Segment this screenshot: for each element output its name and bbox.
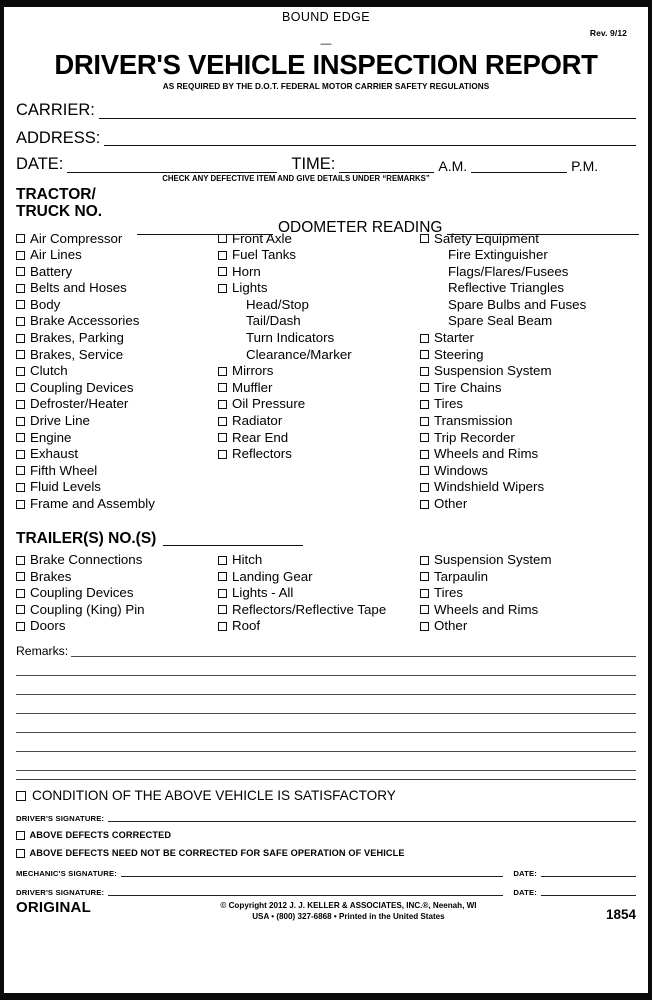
checkbox-icon[interactable] bbox=[16, 400, 25, 409]
checkbox-icon[interactable] bbox=[16, 572, 25, 581]
carrier-input[interactable] bbox=[99, 104, 636, 119]
checklist-item[interactable] bbox=[420, 446, 636, 463]
checklist-item[interactable] bbox=[218, 264, 420, 281]
mechanic-date-label: DATE: bbox=[513, 868, 537, 878]
form-sheet bbox=[4, 7, 648, 993]
checklist-item-label: Radiator bbox=[232, 413, 283, 429]
checklist-item[interactable] bbox=[218, 380, 420, 397]
checklist-item-label: Transmission bbox=[434, 413, 513, 429]
checklist-item-label: Horn bbox=[232, 263, 261, 279]
address-input[interactable] bbox=[104, 131, 636, 146]
driver-date-input[interactable] bbox=[541, 888, 636, 896]
bound-edge-label: BOUND EDGE bbox=[281, 10, 371, 24]
checklist-item[interactable] bbox=[16, 264, 218, 281]
checklist-item[interactable] bbox=[420, 463, 636, 480]
section-divider bbox=[16, 779, 636, 780]
checklist-subitem-label: Flags/Flares/Fusees bbox=[448, 263, 569, 279]
checklist-item-label: Oil Pressure bbox=[232, 396, 306, 412]
tractor-label-line1: TRACTOR/ bbox=[16, 185, 96, 203]
carrier-label: CARRIER: bbox=[16, 101, 95, 119]
date-label: DATE: bbox=[16, 155, 64, 173]
odometer-reading-input[interactable] bbox=[447, 223, 639, 235]
checkbox-icon[interactable] bbox=[420, 466, 429, 475]
time-label: TIME: bbox=[291, 155, 336, 173]
checklist-item-label: Engine bbox=[30, 429, 72, 445]
page-subtitle: AS REQUIRED BY THE D.O.T. FEDERAL MOTOR CARRIER SAFETY REGULATIONS bbox=[162, 82, 490, 91]
remarks-input-line-4[interactable] bbox=[16, 695, 636, 714]
checkbox-icon[interactable] bbox=[218, 267, 227, 276]
remarks-input-line-3[interactable] bbox=[16, 676, 636, 695]
defects-corrected-row[interactable] bbox=[13, 830, 639, 840]
checklist-item-label: Roof bbox=[232, 618, 261, 634]
checkbox-icon[interactable] bbox=[218, 605, 227, 614]
checklist-item[interactable] bbox=[16, 569, 218, 586]
checkbox-icon[interactable] bbox=[16, 556, 25, 565]
checklist-item[interactable] bbox=[218, 413, 420, 430]
checkbox-icon[interactable] bbox=[420, 589, 429, 598]
checkbox-icon[interactable] bbox=[16, 251, 25, 260]
checklist-item-label: Suspension System bbox=[434, 552, 552, 568]
checklist-item[interactable] bbox=[218, 552, 420, 569]
address-label: ADDRESS: bbox=[16, 128, 101, 147]
checklist-item[interactable] bbox=[420, 569, 636, 586]
checkbox-icon[interactable] bbox=[16, 317, 25, 326]
checklist-item-label: Exhaust bbox=[30, 446, 79, 462]
checkbox-icon[interactable] bbox=[420, 450, 429, 459]
checkbox-icon[interactable] bbox=[16, 367, 25, 376]
checklist-item-label: Belts and Hoses bbox=[30, 280, 127, 296]
defective-item-note: CHECK ANY DEFECTIVE ITEM AND GIVE DETAILS UNDER “REMARKS” bbox=[162, 173, 430, 183]
checklist-item-label: Tires bbox=[434, 396, 464, 412]
checkbox-icon[interactable] bbox=[420, 367, 429, 376]
driver-date-label: DATE: bbox=[513, 887, 537, 897]
checklist-item-label: Other bbox=[434, 618, 468, 634]
copyright-line-2: USA • (800) 327-6868 • Printed in the United States bbox=[252, 912, 445, 922]
checklist-subitem-label: Spare Bulbs and Fuses bbox=[448, 296, 587, 312]
checklist-item[interactable] bbox=[16, 446, 218, 463]
checkbox-icon[interactable] bbox=[16, 334, 25, 343]
checklist-item-label: Tires bbox=[434, 585, 464, 601]
checklist-subitem-label: Turn Indicators bbox=[246, 330, 335, 346]
truck-number-input[interactable] bbox=[137, 223, 273, 235]
checkbox-icon[interactable] bbox=[16, 267, 25, 276]
trailer-column-3 bbox=[420, 552, 636, 635]
checklist-item[interactable] bbox=[420, 330, 636, 347]
odometer-reading-label: ODOMETER READING bbox=[278, 218, 443, 236]
checklist-item[interactable] bbox=[16, 413, 218, 430]
checkbox-icon[interactable] bbox=[218, 556, 227, 565]
trailer-numbers-label: TRAILER(S) NO.(S) bbox=[16, 529, 157, 547]
checkbox-icon[interactable] bbox=[218, 589, 227, 598]
checkbox-icon[interactable] bbox=[420, 500, 429, 509]
checkbox-icon[interactable] bbox=[420, 334, 429, 343]
condition-satisfactory-row[interactable] bbox=[13, 788, 639, 803]
checkbox-icon[interactable] bbox=[16, 383, 25, 392]
tractor-column-2 bbox=[218, 231, 420, 513]
time-am-input[interactable] bbox=[339, 158, 434, 173]
checklist-item[interactable] bbox=[16, 380, 218, 397]
checklist-item-label: Drive Line bbox=[30, 413, 90, 429]
checklist-item-label: Coupling Devices bbox=[30, 585, 134, 601]
checklist-subitem-label: Head/Stop bbox=[246, 296, 309, 312]
checklist-item[interactable] bbox=[218, 363, 420, 380]
copyright-line-1: © Copyright 2012 J. J. KELLER & ASSOCIATES, INC.®, Neenah, WI bbox=[220, 901, 477, 911]
checklist-item-label: Muffler bbox=[232, 379, 273, 395]
top-strip bbox=[13, 7, 639, 50]
checkbox-icon[interactable] bbox=[16, 622, 25, 631]
checklist-subitem-label: Spare Seal Beam bbox=[448, 313, 553, 329]
trailer-header bbox=[13, 531, 639, 547]
checklist-item[interactable] bbox=[16, 602, 218, 619]
mechanic-signature-row bbox=[13, 869, 639, 877]
checklist-item-label: Clutch bbox=[30, 363, 68, 379]
checklist-item-label: Brake Accessories bbox=[30, 313, 140, 329]
checklist-item[interactable] bbox=[420, 585, 636, 602]
title-block bbox=[13, 49, 639, 91]
trailer-column-1 bbox=[16, 552, 218, 635]
checkbox-icon[interactable] bbox=[16, 300, 25, 309]
checklist-item[interactable] bbox=[16, 585, 218, 602]
checkbox-icon[interactable] bbox=[16, 433, 25, 442]
driver-signature-input[interactable] bbox=[108, 814, 636, 822]
condition-satisfactory-label: CONDITION OF THE ABOVE VEHICLE IS SATISFACTORY bbox=[32, 788, 396, 804]
checklist-item-label: Fluid Levels bbox=[30, 479, 101, 495]
page-title: DRIVER'S VEHICLE INSPECTION REPORT bbox=[54, 49, 598, 80]
checkbox-icon[interactable] bbox=[218, 284, 227, 293]
remarks-input-line-1[interactable] bbox=[71, 646, 636, 657]
mechanic-signature-input[interactable] bbox=[121, 869, 503, 877]
checklist-item[interactable] bbox=[420, 552, 636, 569]
remarks-input-line-5[interactable] bbox=[16, 714, 636, 733]
mechanic-date-input[interactable] bbox=[541, 869, 636, 877]
date-input[interactable] bbox=[67, 158, 277, 173]
checkbox-icon[interactable] bbox=[16, 831, 25, 840]
checklist-item-label: Fifth Wheel bbox=[30, 462, 98, 478]
checkbox-icon[interactable] bbox=[218, 400, 227, 409]
checklist-item[interactable] bbox=[420, 430, 636, 447]
date-time-row bbox=[13, 156, 639, 183]
checklist-item-label: Wheels and Rims bbox=[434, 446, 539, 462]
checklist-item[interactable] bbox=[420, 413, 636, 430]
checklist-item[interactable] bbox=[16, 552, 218, 569]
checkbox-icon[interactable] bbox=[16, 234, 25, 243]
checkbox-icon[interactable] bbox=[16, 417, 25, 426]
pm-label: P.M. bbox=[571, 157, 599, 174]
checkbox-icon[interactable] bbox=[420, 622, 429, 631]
checkbox-icon[interactable] bbox=[16, 450, 25, 459]
checklist-item-label: Brake Connections bbox=[30, 552, 143, 568]
checkbox-icon[interactable] bbox=[16, 500, 25, 509]
checklist-item-label: Front Axle bbox=[232, 230, 292, 246]
remarks-label: Remarks: bbox=[16, 644, 69, 659]
trailer-number-input[interactable] bbox=[163, 534, 303, 546]
checkbox-icon[interactable] bbox=[420, 556, 429, 565]
checklist-item-label: Doors bbox=[30, 618, 66, 634]
driver-signature-label: DRIVER'S SIGNATURE: bbox=[16, 813, 105, 823]
checklist-item-label: Defroster/Heater bbox=[30, 396, 129, 412]
checklist-item[interactable] bbox=[218, 602, 420, 619]
checkbox-icon[interactable] bbox=[218, 251, 227, 260]
checklist-item-label: Coupling (King) Pin bbox=[30, 601, 145, 617]
checkbox-icon[interactable] bbox=[16, 350, 25, 359]
checklist-item[interactable] bbox=[16, 247, 218, 264]
checklist-item-label: Rear End bbox=[232, 429, 289, 445]
checklist-item-label: Trip Recorder bbox=[434, 429, 515, 445]
checklist-item[interactable] bbox=[16, 496, 218, 513]
checklist-item-label: Brakes, Parking bbox=[30, 330, 124, 346]
defects-not-needed-label: ABOVE DEFECTS NEED NOT BE CORRECTED FOR SAFE OPERATION OF VEHICLE bbox=[29, 848, 405, 859]
checklist-item[interactable] bbox=[16, 330, 218, 347]
remarks-section bbox=[13, 645, 639, 771]
checklist-item-label: Other bbox=[434, 496, 468, 511]
checklist-item-label: Suspension System bbox=[434, 363, 552, 379]
checkbox-icon[interactable] bbox=[16, 284, 25, 293]
tractor-truck-no-label bbox=[16, 186, 102, 220]
checklist-item[interactable] bbox=[16, 479, 218, 496]
checkbox-icon[interactable] bbox=[420, 383, 429, 392]
checklist-item[interactable] bbox=[16, 618, 218, 635]
driver-signature-label-2: DRIVER'S SIGNATURE: bbox=[16, 887, 105, 897]
driver-signature-row-1 bbox=[13, 814, 639, 822]
checkbox-icon[interactable] bbox=[16, 605, 25, 614]
checklist-item[interactable] bbox=[420, 396, 636, 413]
checklist-item-label: Fuel Tanks bbox=[232, 247, 297, 263]
checklist-item[interactable] bbox=[218, 585, 420, 602]
checklist-item[interactable] bbox=[16, 297, 218, 314]
tractor-label-line2: TRUCK NO. bbox=[16, 202, 103, 220]
checklist-item-label: Tarpaulin bbox=[434, 568, 488, 584]
copy-type-label: ORIGINAL bbox=[16, 899, 91, 917]
checkbox-icon[interactable] bbox=[420, 483, 429, 492]
checkbox-icon[interactable] bbox=[16, 483, 25, 492]
checkbox-icon[interactable] bbox=[420, 572, 429, 581]
checkbox-icon[interactable] bbox=[218, 622, 227, 631]
checkbox-icon[interactable] bbox=[420, 605, 429, 614]
checkbox-icon[interactable] bbox=[420, 417, 429, 426]
footer-row bbox=[13, 899, 639, 922]
checklist-item[interactable] bbox=[420, 618, 636, 635]
checklist-item[interactable] bbox=[16, 347, 218, 364]
remarks-input-line-2[interactable] bbox=[16, 657, 636, 676]
checklist-item[interactable] bbox=[218, 618, 420, 635]
trailer-checklist bbox=[13, 552, 639, 635]
remarks-input-line-7[interactable] bbox=[16, 752, 636, 771]
checklist-item-label: Brakes, Service bbox=[30, 346, 124, 362]
checklist-item-label: Wheels and Rims bbox=[434, 601, 539, 617]
carrier-row bbox=[13, 102, 639, 119]
checklist-item[interactable] bbox=[218, 247, 420, 264]
checklist-item-label: Reflectors bbox=[232, 446, 292, 462]
checklist-item-label: Mirrors bbox=[232, 363, 274, 379]
checklist-item[interactable] bbox=[420, 380, 636, 397]
address-row bbox=[13, 130, 639, 147]
checklist-item-label: Coupling Devices bbox=[30, 379, 134, 395]
checklist-item-label: Brakes bbox=[30, 568, 72, 584]
checklist-item[interactable] bbox=[16, 280, 218, 297]
checklist-item[interactable] bbox=[218, 280, 420, 297]
checkbox-icon[interactable] bbox=[16, 791, 26, 801]
checklist-item[interactable] bbox=[420, 479, 636, 496]
checklist-item-label: Lights bbox=[232, 280, 268, 296]
checkbox-icon[interactable] bbox=[218, 383, 227, 392]
time-pm-input[interactable] bbox=[471, 158, 567, 173]
checkbox-icon[interactable] bbox=[218, 234, 227, 243]
am-label: A.M. bbox=[438, 157, 468, 174]
checklist-item[interactable] bbox=[218, 396, 420, 413]
checklist-item-label: Reflectors/Reflective Tape bbox=[232, 601, 387, 617]
checklist-item[interactable] bbox=[16, 313, 218, 330]
tractor-column-3 bbox=[420, 231, 636, 513]
defects-corrected-label: ABOVE DEFECTS CORRECTED bbox=[29, 830, 172, 841]
defects-not-needed-row[interactable] bbox=[13, 848, 639, 858]
checkbox-icon[interactable] bbox=[218, 367, 227, 376]
checkbox-icon[interactable] bbox=[16, 849, 25, 858]
checkbox-icon[interactable] bbox=[420, 400, 429, 409]
checkbox-icon[interactable] bbox=[218, 417, 227, 426]
checklist-item[interactable] bbox=[16, 463, 218, 480]
checklist-item[interactable] bbox=[420, 496, 636, 513]
copyright-block bbox=[220, 900, 476, 922]
revision-label: Rev. 9/12 bbox=[589, 28, 627, 38]
checkbox-icon[interactable] bbox=[218, 433, 227, 442]
tractor-column-1 bbox=[16, 231, 218, 513]
remarks-input-line-6[interactable] bbox=[16, 733, 636, 752]
checklist-item-label: Steering bbox=[434, 346, 484, 362]
driver-signature-input-2[interactable] bbox=[108, 888, 503, 896]
checklist-item[interactable] bbox=[16, 396, 218, 413]
checklist-item-label: Hitch bbox=[232, 552, 263, 568]
checklist-item-label: Lights - All bbox=[232, 585, 294, 601]
checklist-item-label: Tire Chains bbox=[434, 379, 502, 395]
checklist-item[interactable] bbox=[420, 363, 636, 380]
checklist-item-label: Battery bbox=[30, 263, 73, 279]
checklist-item-label: Landing Gear bbox=[232, 568, 313, 584]
checkbox-icon[interactable] bbox=[16, 589, 25, 598]
mechanic-signature-label: MECHANIC'S SIGNATURE: bbox=[16, 868, 117, 878]
checkbox-icon[interactable] bbox=[16, 466, 25, 475]
checklist-item[interactable] bbox=[218, 569, 420, 586]
form-number-label: 1854 bbox=[605, 907, 636, 923]
checklist-item-label: Body bbox=[30, 296, 61, 312]
checklist-item[interactable] bbox=[218, 446, 420, 463]
checkbox-icon[interactable] bbox=[218, 572, 227, 581]
center-dash-mark: — bbox=[320, 38, 332, 50]
checklist-subitem-label: Clearance/Marker bbox=[246, 346, 352, 362]
checklist-item[interactable] bbox=[420, 347, 636, 364]
checklist-item[interactable] bbox=[420, 602, 636, 619]
checklist-item-label: Safety Equipment bbox=[434, 230, 539, 246]
checklist-item-label: Frame and Assembly bbox=[30, 496, 155, 511]
checklist-item-label: Air Lines bbox=[30, 247, 82, 263]
tractor-checklist bbox=[13, 231, 639, 513]
checkbox-icon[interactable] bbox=[420, 433, 429, 442]
checklist-subitem-label: Tail/Dash bbox=[246, 313, 301, 329]
checkbox-icon[interactable] bbox=[420, 350, 429, 359]
checklist-item[interactable] bbox=[16, 363, 218, 380]
checklist-item-label: Windshield Wipers bbox=[434, 479, 545, 495]
checklist-item-label: Windows bbox=[434, 462, 488, 478]
checkbox-icon[interactable] bbox=[218, 450, 227, 459]
checklist-subitem-label: Fire Extinguisher bbox=[448, 247, 548, 263]
checklist-item[interactable] bbox=[218, 430, 420, 447]
trailer-column-2 bbox=[218, 552, 420, 635]
checklist-item[interactable] bbox=[16, 430, 218, 447]
tractor-header bbox=[13, 185, 639, 236]
checklist-item-label: Starter bbox=[434, 330, 474, 346]
checklist-subitem-label: Reflective Triangles bbox=[448, 280, 565, 296]
driver-signature-row-2 bbox=[13, 888, 639, 896]
checklist-item-label: Air Compressor bbox=[30, 230, 123, 246]
